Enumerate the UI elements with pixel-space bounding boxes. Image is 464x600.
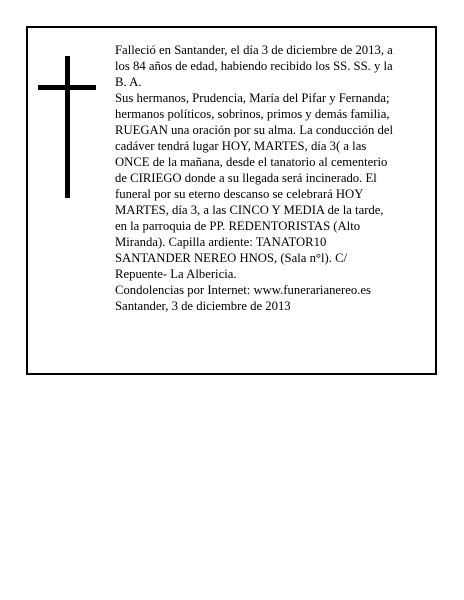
text-line: SANTANDER NEREO HNOS, (Sala n°l). C/ [115, 251, 348, 265]
obituary-text [115, 42, 421, 314]
text-line: cadáver tendrá lugar HOY, MARTES, día 3( a las [115, 139, 367, 153]
cross-horizontal-bar [38, 85, 96, 90]
text-line: Condolencias por Internet: www.funerarianereo.es [115, 283, 371, 297]
text-line: Miranda). Capilla ardiente: TANATOR10 [115, 235, 327, 249]
obituary-notice [26, 26, 437, 375]
text-line: de CIRIEGO donde a su llegada será incinerado. El [115, 171, 377, 185]
text-line: ONCE de la mañana, desde el tanatorio al cementerio [115, 155, 388, 169]
text-line: Repuente- La Albericia. [115, 267, 237, 281]
text-line: Falleció en Santander, el día 3 de diciembre de 2013, a [115, 43, 393, 57]
text-line: MARTES, día 3, a las CINCO Y MEDIA de la tarde, [115, 203, 384, 217]
latin-cross-icon [38, 56, 96, 198]
text-line: Santander, 3 de diciembre de 2013 [115, 299, 291, 313]
text-line: hermanos políticos, sobrinos, primos y demás familia, [115, 107, 390, 121]
text-line: funeral por su eterno descanso se celebrará HOY [115, 187, 364, 201]
text-line: en la parroquia de PP. REDENTORISTAS (Alto [115, 219, 361, 233]
text-line: RUEGAN una oración por su alma. La conducción del [115, 123, 393, 137]
cross-vertical-bar [65, 56, 70, 198]
text-line: B. A. [115, 75, 142, 89]
text-line: los 84 años de edad, habiendo recibido los SS. SS. y la [115, 59, 393, 73]
text-line: Sus hermanos, Prudencia, María del Pifar y Fernanda; [115, 91, 390, 105]
